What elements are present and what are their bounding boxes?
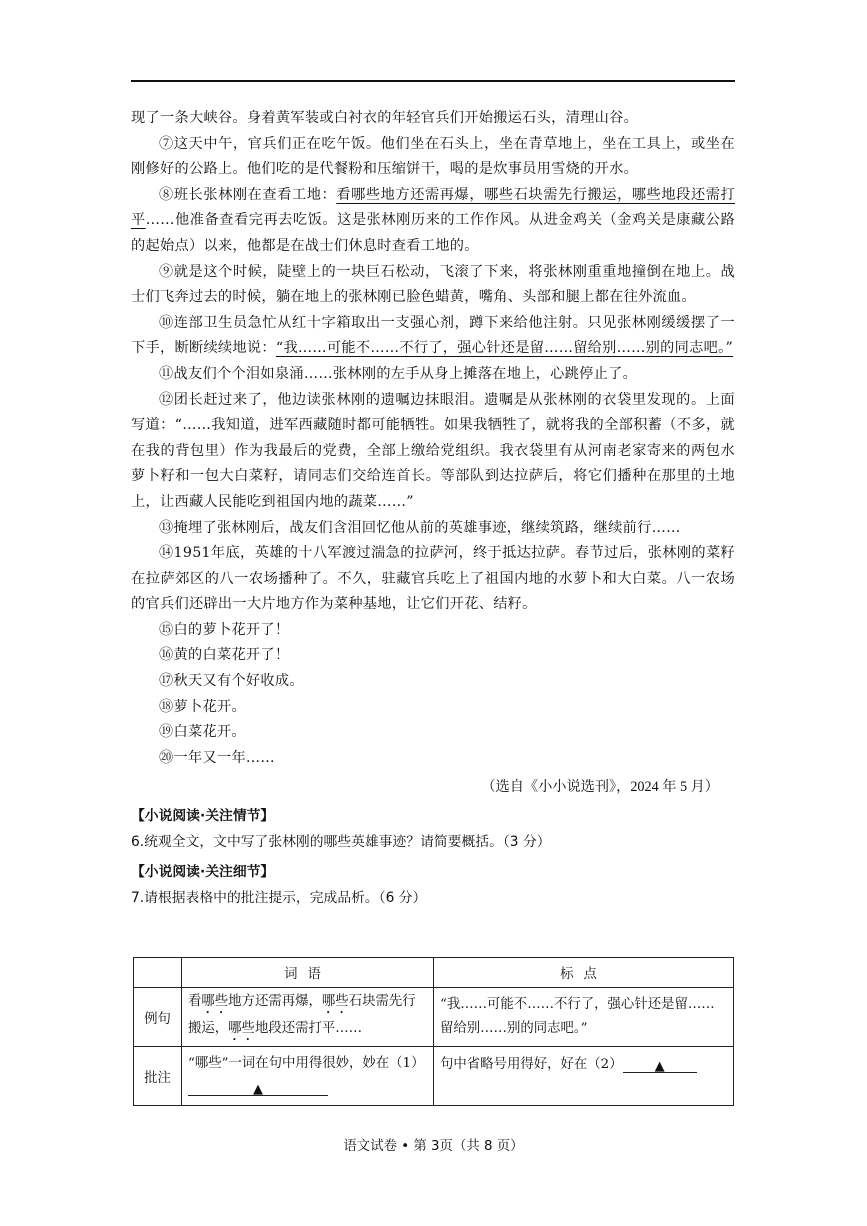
answer-blank-2[interactable] (623, 1055, 697, 1073)
example-word-cell: 看哪些地方还需再爆，哪些石块需先行搬运，哪些地段还需打平…… (182, 988, 434, 1047)
row-label: 例句 (134, 988, 182, 1047)
emphasized-word: 哪些 (321, 994, 349, 1009)
header-rule (131, 80, 735, 82)
table-row (134, 988, 734, 1047)
triangle-marker-icon: ▲ (253, 1082, 263, 1097)
paragraph: ⑦这天中午，官兵们正在吃午饭。他们坐在石头上，坐在青草地上，坐在工具上，或坐在刚修好的公路上。他们吃的是代餐粉和压缩饼干，喝的是炊事员用雪烧的开水。 (131, 135, 735, 178)
emphasized-word: 哪些 (201, 994, 229, 1009)
paragraph: ⑰秋天又有个好收成。 (159, 673, 304, 690)
underlined-sentence: 看哪些地方还需再爆，哪些石块需先行搬运，哪些地段还需打平 (131, 186, 735, 229)
table-row (134, 1047, 734, 1106)
text: ……他准备查看完再去吃饭。这是张林刚历来的工作作风。从进金鸡关（金鸡关是康藏公路的起始点）以来，他都是在战士们休息时查看工地的。 (131, 212, 735, 254)
paragraph: ⑮白的萝卜花开了！ (159, 621, 290, 638)
analysis-table (133, 957, 734, 1106)
table-header-row (134, 958, 734, 988)
table-header-punct: 标点 (434, 958, 734, 988)
question-6: 6.统观全文，文中写了张林刚的哪些英雄事迹？请简要概括。（3 分） (131, 834, 551, 851)
paragraph: ⑳一年又一年…… (159, 749, 275, 766)
table-header-word: 词语 (182, 958, 434, 988)
paragraph: 现了一条大峡谷。身着黄军装或白衬衣的年轻官兵们开始搬运石头，清理山谷。 (131, 110, 639, 126)
paragraph-10 (131, 311, 735, 362)
paragraph-9: ⑨就是这个时候，陡壁上的一块巨石松动，飞滚了下来，将张林刚重重地撞倒在地上。战士们飞奔过去的时候，躺在地上的张林刚已脸色蜡黄，嘴角、头部和腿上都在往外流血。 (131, 263, 735, 306)
annotation-word-cell: “哪些”一词在句中用得很妙，妙在（1）▲ (182, 1047, 434, 1106)
paragraph: ⑫团长赶过来了，他边读张林刚的遗嘱边抹眼泪。遗嘱是从张林刚的衣袋里发现的。上面写道：“……我知道，进军西藏随时都可能牺牲。如果我牺牲了，就将我的全部积蓄（不多，就在我的背包里）作为我最后的党费，全部上缴给党组织。我衣袋里有从河南老家寄来的两包水萝卜籽和一包大白菜籽，请同志们交给连首长。等部队到达拉萨后，将它们播种在那里的土地上，让西藏人民能吃到祖国内地的蔬菜……” (131, 391, 735, 510)
triangle-marker-icon: ▲ (654, 1059, 665, 1074)
underlined-quote: “我……可能不……不行了，强心针还是留……留给别……别的同志吧。” (275, 340, 734, 357)
section-heading: 【小说阅读·关注细节】 (131, 864, 275, 881)
paragraph: ⑱萝卜花开。 (159, 698, 246, 715)
table-corner-cell (134, 958, 182, 988)
emphasized-word: 哪些 (228, 1021, 255, 1036)
question-7: 7.请根据表格中的批注提示，完成品析。（6 分） (131, 890, 427, 907)
example-punct-cell: “我……可能不……不行了，强心针还是留……留给别……别的同志吧。” (434, 988, 734, 1047)
section-heading: 【小说阅读·关注情节】 (131, 808, 275, 825)
text: ⑧班长张林刚在查看工地： (159, 186, 337, 203)
source-citation: （选自《小小说选刊》，2024 年 5 月） (481, 779, 719, 796)
row-label: 批注 (134, 1047, 182, 1106)
answer-blank-1[interactable] (188, 1078, 328, 1096)
article-body (131, 106, 735, 912)
paragraph: ⑯黄的白菜花开了！ (159, 647, 290, 664)
page-footer: 语文试卷 • 第 3页（共 8 页） (343, 1139, 524, 1154)
paragraph: ⑲白菜花开。 (159, 724, 246, 741)
text: ⑩连部卫生员急忙从红十字箱取出一支强心剂，蹲下来给他注射。只见张林刚缓缓摆了一下手，断断续续地说： (131, 314, 735, 357)
annotation-punct-cell: 句中省略号用得好，好在（2） ▲ (434, 1047, 734, 1106)
paragraph: ⑪战友们个个泪如泉涌……张林刚的左手从身上摊落在地上，心跳停止了。 (159, 365, 638, 382)
paragraph: ⑬掩埋了张林刚后，战友们含泪回忆他从前的英雄事迹，继续筑路，继续前行…… (159, 519, 681, 536)
paragraph-8 (131, 183, 735, 260)
paragraph: ⑭1951年底，英雄的十八军渡过湍急的拉萨河，终于抵达拉萨。春节过后，张林刚的菜籽在拉萨郊区的八一农场播种了。不久，驻藏官兵吃上了祖国内地的水萝卜和大白菜。八一农场的官兵们还辟出一大片地方作为菜种基地，让它们开花、结籽。 (131, 545, 735, 613)
